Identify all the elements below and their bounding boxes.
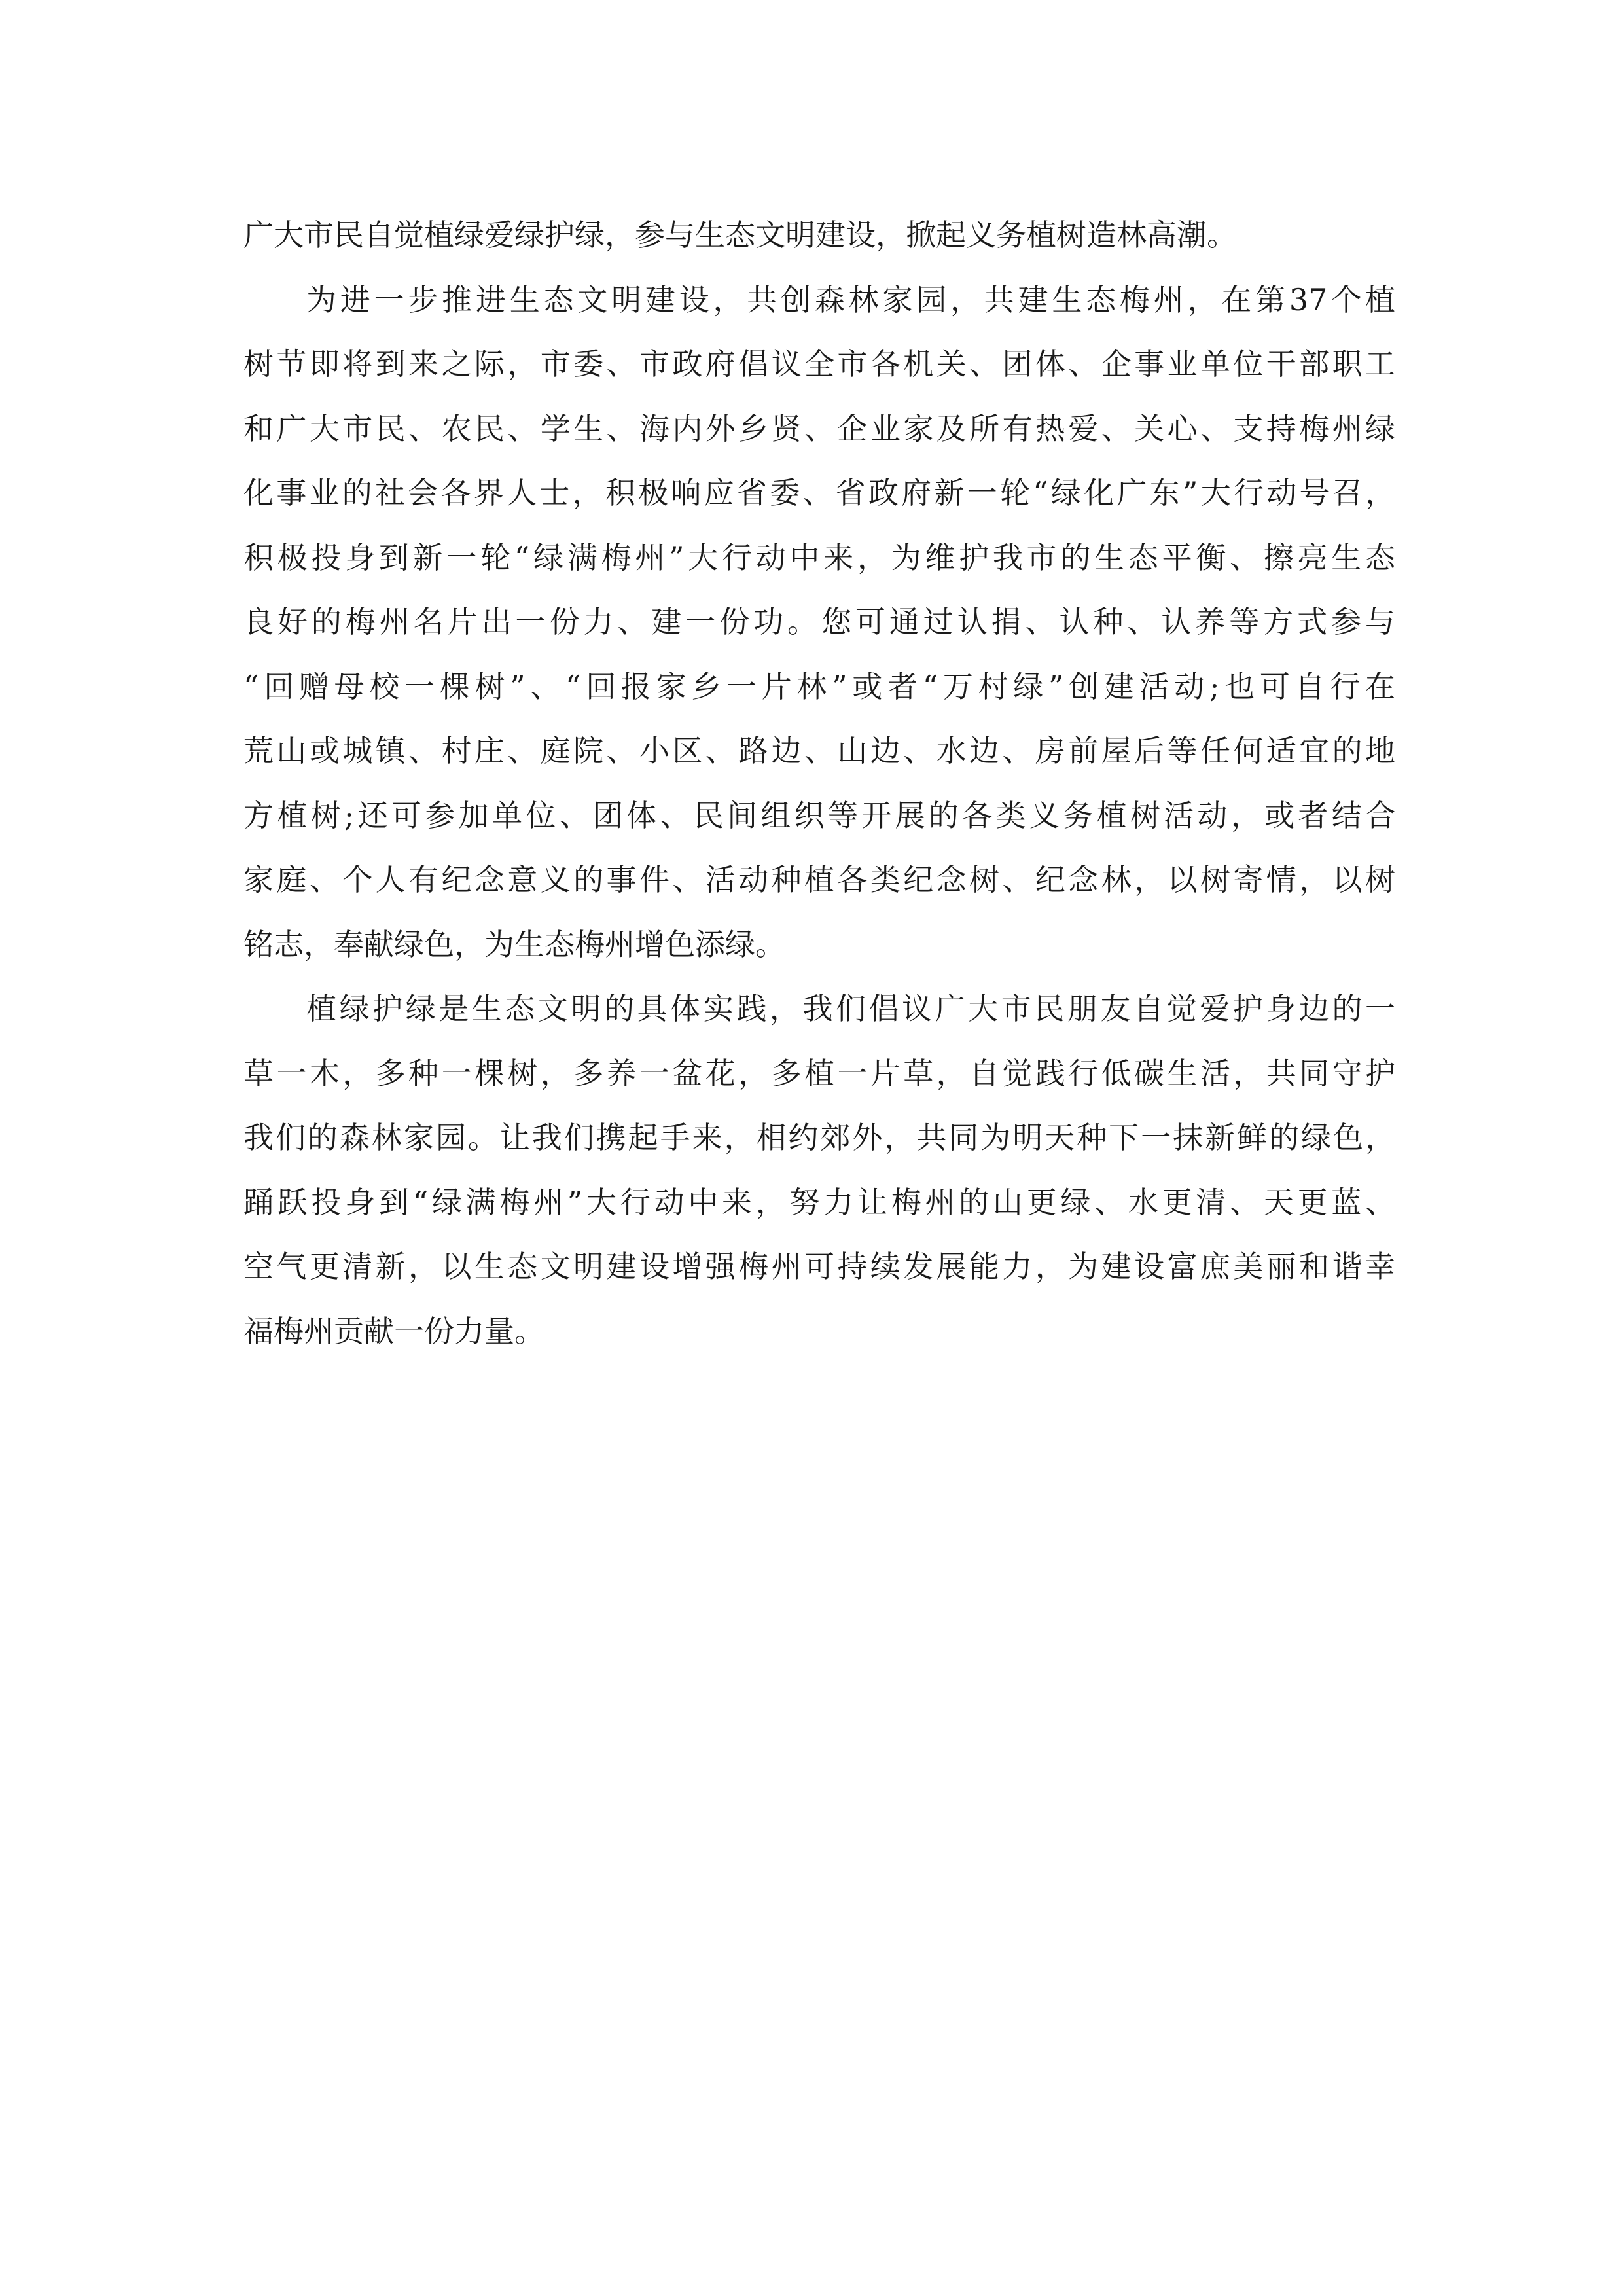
paragraph-3-line-2: 草一木，多种一棵树，多养一盆花，多植一片草，自觉践行低碳生活，共同守护 (243, 1055, 1395, 1091)
paragraph-3-line-1: 植绿护绿是生态文明的具体实践，我们倡议广大市民朋友自觉爱护身边的一 (306, 991, 1395, 1026)
paragraph-2-line-9: 方植树;还可参加单位、团体、民间组织等开展的各类义务植树活动，或者结合 (243, 797, 1395, 833)
paragraph-3-line-6: 福梅州贡献一份力量。 (243, 1313, 544, 1349)
paragraph-2-line-10: 家庭、个人有纪念意义的事件、活动种植各类纪念树、纪念林，以树寄情，以树 (243, 862, 1395, 897)
paragraph-3-line-5: 空气更清新，以生态文明建设增强梅州可持续发展能力，为建设富庶美丽和谐幸 (243, 1249, 1395, 1284)
body-text (243, 203, 1395, 1363)
paragraph-2-line-4: 化事业的社会各界人士，积极响应省委、省政府新一轮“绿化广东”大行动号召， (243, 475, 1395, 511)
paragraph-2-line-3: 和广大市民、农民、学生、海内外乡贤、企业家及所有热爱、关心、支持梅州绿 (243, 410, 1395, 446)
paragraph-2-line-1: 为进一步推进生态文明建设，共创森林家园，共建生态梅州，在第37个植 (306, 281, 1395, 317)
paragraph-1-line-1: 广大市民自觉植绿爱绿护绿，参与生态文明建设，掀起义务植树造林高潮。 (243, 217, 1237, 253)
paragraph-2-line-8: 荒山或城镇、村庄、庭院、小区、路边、山边、水边、房前屋后等任何适宜的地 (243, 733, 1395, 768)
paragraph-2-line-11: 铭志，奉献绿色，为生态梅州增色添绿。 (243, 926, 785, 962)
paragraph-3-line-4: 踊跃投身到“绿满梅州”大行动中来，努力让梅州的山更绿、水更清、天更蓝、 (243, 1184, 1395, 1220)
paragraph-2-line-2: 树节即将到来之际，市委、市政府倡议全市各机关、团体、企事业单位干部职工 (243, 346, 1395, 382)
paragraph-2-line-5: 积极投身到新一轮“绿满梅州”大行动中来，为维护我市的生态平衡、擦亮生态 (243, 539, 1395, 575)
paragraph-2-line-7: “回赠母校一棵树”、“回报家乡一片林”或者“万村绿”创建活动;也可自行在 (243, 668, 1395, 704)
paragraph-2-line-6: 良好的梅州名片出一份力、建一份功。您可通过认捐、认种、认养等方式参与 (243, 604, 1395, 639)
paragraph-3-line-3: 我们的森林家园。让我们携起手来，相约郊外，共同为明天种下一抹新鲜的绿色， (243, 1120, 1395, 1155)
